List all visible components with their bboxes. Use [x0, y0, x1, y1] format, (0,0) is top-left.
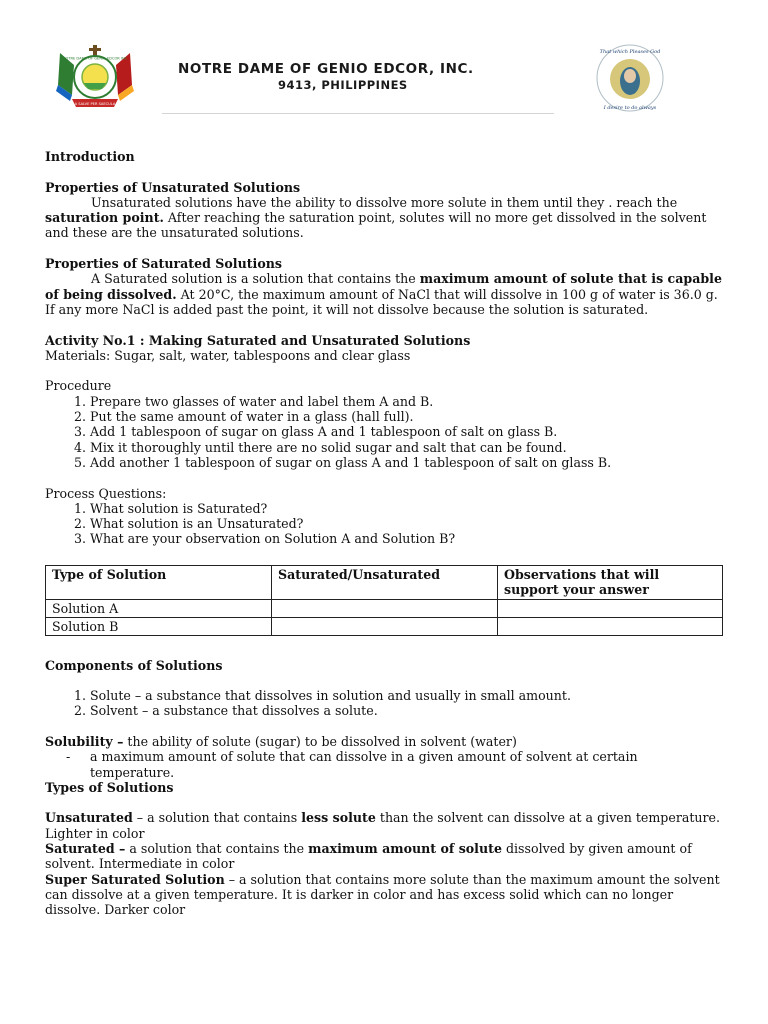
- saturated-heading: Properties of Saturated Solutions: [45, 256, 282, 272]
- list-item: 1. Prepare two glasses of water and label them A and B.: [90, 394, 725, 409]
- text-run-bold: maximum amount of solute that is capable of being dissolved.: [45, 271, 722, 302]
- org-name: NOTRE DAME OF GENIO EDCOR, INC.: [178, 61, 474, 77]
- supersaturated-definition: [45, 872, 725, 918]
- list-item: 4. Mix it thoroughly until there are no solid sugar and salt that can be found.: [90, 440, 725, 455]
- seal-text: NOTRE DAME OF GENIO EDCOR INC: [62, 56, 128, 61]
- seal-banner-text: A SALVE PER SAECULA: [74, 102, 116, 106]
- list-item: 1. What solution is Saturated?: [90, 501, 725, 516]
- term-bold: Saturated –: [45, 841, 126, 857]
- motto-top-text: That which Pleases God: [599, 49, 661, 55]
- materials-line: Materials: Sugar, salt, water, tablespoons and clear glass: [45, 347, 411, 363]
- text-run: After reaching the saturation point, solutes will no more get dissolved in the solvent and these are the unsaturated solutions.: [45, 210, 707, 241]
- list-item: 2. Solvent – a substance that dissolves a solute.: [90, 703, 725, 718]
- letterhead: [0, 0, 768, 120]
- subpoint-text: a maximum amount of solute that can dissolve in a given amount of solvent at certain temperature.: [90, 749, 638, 780]
- questions-heading: Process Questions:: [45, 485, 167, 501]
- table-header: Type of Solution: [46, 566, 272, 600]
- text-run: than the solvent can dissolve at a given temperature. Lighter in color: [45, 810, 720, 841]
- procedure-list: [45, 394, 725, 470]
- questions-list: [45, 501, 725, 547]
- text-run: a solution that contains the: [125, 841, 309, 857]
- table-cell: Solution A: [46, 599, 272, 617]
- text-run-bold: less solute: [301, 810, 376, 826]
- types-heading: Types of Solutions: [45, 779, 174, 795]
- term-bold: Solubility –: [45, 733, 124, 749]
- unsaturated-heading: Properties of Unsaturated Solutions: [45, 179, 301, 195]
- table-header: Saturated/Unsaturated: [272, 566, 498, 600]
- dash-marker: -: [66, 749, 71, 765]
- solution-table: [45, 565, 723, 636]
- org-location: 9413, PHILIPPINES: [278, 78, 408, 93]
- text-run-bold: maximum amount of solute: [308, 841, 502, 857]
- saturated-definition: [45, 841, 725, 872]
- list-item: 1. Solute – a substance that dissolves in solution and usually in small amount.: [90, 688, 725, 703]
- solubility-definition: [45, 734, 725, 749]
- table-cell[interactable]: [272, 617, 498, 635]
- table-header: Observations that will support your answer: [498, 566, 723, 600]
- header-divider: [162, 113, 554, 114]
- intro-heading: Introduction: [45, 149, 135, 164]
- activity-heading: Activity No.1 : Making Saturated and Unsaturated Solutions: [45, 332, 471, 348]
- term-bold: Super Saturated Solution: [45, 871, 225, 887]
- text-run: dissolved by given amount of solvent. Intermediate in color: [45, 841, 692, 872]
- table-header-row: [46, 566, 723, 600]
- school-seal-logo: [50, 45, 140, 113]
- document-body: [45, 149, 725, 918]
- table-cell[interactable]: [498, 617, 723, 635]
- procedure-heading: Procedure: [45, 378, 112, 394]
- text-run: Unsaturated solutions have the ability to dissolve more solute in them until they . reach the: [91, 194, 678, 210]
- term-bold: Unsaturated: [45, 810, 133, 826]
- table-row: [46, 599, 723, 617]
- text-run: – a solution that contains more solute than the maximum amount the solvent can dissolve at a given temperature. It is darker in color and has excess solid which can no longer dissolve. Darker color: [45, 871, 720, 918]
- table-row: [46, 617, 723, 635]
- list-item: 2. What solution is an Unsaturated?: [90, 516, 725, 531]
- table-cell[interactable]: [272, 599, 498, 617]
- text-run: the ability of solute (sugar) to be dissolved in solvent (water): [123, 733, 517, 749]
- components-list: [45, 688, 725, 719]
- unsaturated-paragraph: [45, 195, 725, 241]
- text-run: At 20°C, the maximum amount of NaCl that will dissolve in 100 g of water is 36.0 g. If any more NaCl is added past the point, it will not dissolve because the solution is saturated.: [45, 286, 718, 317]
- table-cell: Solution B: [46, 617, 272, 635]
- list-item: 3. Add 1 tablespoon of sugar on glass A and 1 tablespoon of salt on glass B.: [90, 424, 725, 439]
- list-item: 2. Put the same amount of water in a glass (hall full).: [90, 409, 725, 424]
- text-run: – a solution that contains: [132, 810, 302, 826]
- organization-name: [178, 62, 538, 94]
- text-run: A Saturated solution is a solution that contains the: [91, 271, 420, 287]
- components-heading: Components of Solutions: [45, 657, 223, 673]
- solubility-subpoint: [66, 749, 725, 780]
- table-cell[interactable]: [498, 599, 723, 617]
- saturated-paragraph: [45, 271, 725, 317]
- text-run-bold: saturation point.: [45, 210, 164, 226]
- list-item: 5. Add another 1 tablespoon of sugar on glass A and 1 tablespoon of salt on glass B.: [90, 455, 725, 470]
- list-item: 3. What are your observation on Solution A and Solution B?: [90, 531, 725, 546]
- motto-bottom-text: I desire to do always: [603, 105, 657, 111]
- unsaturated-definition: [45, 810, 725, 841]
- motto-seal-logo: [589, 43, 671, 113]
